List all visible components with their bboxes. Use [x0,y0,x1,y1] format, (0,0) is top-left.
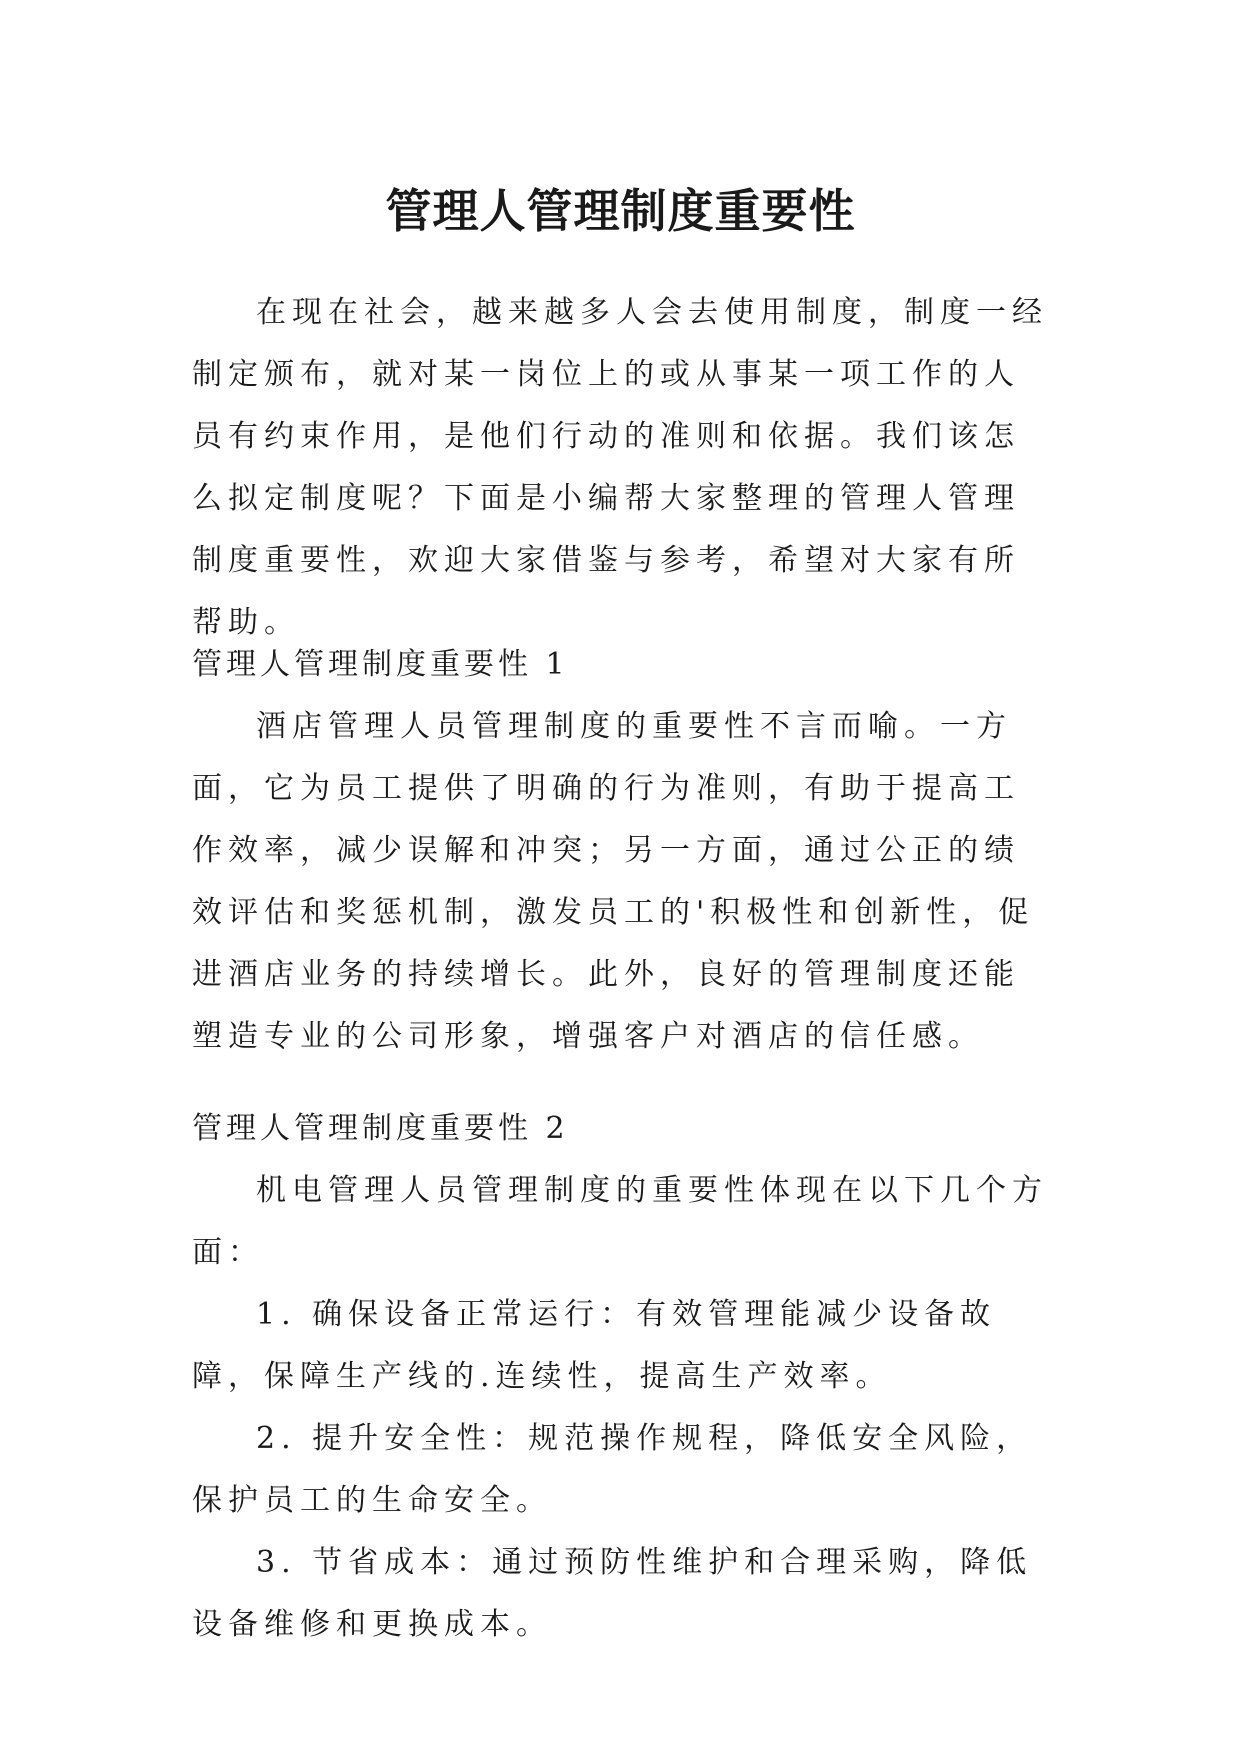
section-1 [192,634,1054,1068]
document-title: 管理人管理制度重要性 [385,183,856,238]
intro-paragraph: 在现在社会，越来越多人会去使用制度，制度一经制定颁布，就对某一岗位上的或从事某一项工作的人员有约束作用，是他们行动的准则和依据。我们该怎么拟定制度呢？下面是小编帮大家整理的管理人管理制度重要性，欢迎大家借鉴与参考，希望对大家有所帮助。 [192,295,1048,640]
section-2-lead: 机电管理人员管理制度的重要性体现在以下几个方面： [192,1173,1048,1270]
section-2-heading: 管理人管理制度重要性 2 [192,1111,569,1146]
list-item: 3. 节省成本：通过预防性维护和合理采购，降低设备维修和更换成本。 [192,1545,1033,1642]
section-1-heading: 管理人管理制度重要性 1 [192,647,569,682]
list-item: 2. 提升安全性：规范操作规程，降低安全风险，保护员工的生命安全。 [192,1421,1033,1518]
section-1-paragraph: 酒店管理人员管理制度的重要性不言而喻。一方面，它为员工提供了明确的行为准则，有助于提高工作效率，减少误解和冲突；另一方面，通过公正的绩效评估和奖惩机制，激发员工的'积极性和创新性，促进酒店业务的持续增长。此外，良好的管理制度还能塑造专业的公司形象，增强客户对酒店的信任感。 [192,709,1035,1054]
intro-block [192,282,1054,654]
section-2 [192,1098,1054,1656]
list-item: 1. 确保设备正常运行：有效管理能减少设备故障，保障生产线的.连续性，提高生产效率。 [192,1297,997,1394]
